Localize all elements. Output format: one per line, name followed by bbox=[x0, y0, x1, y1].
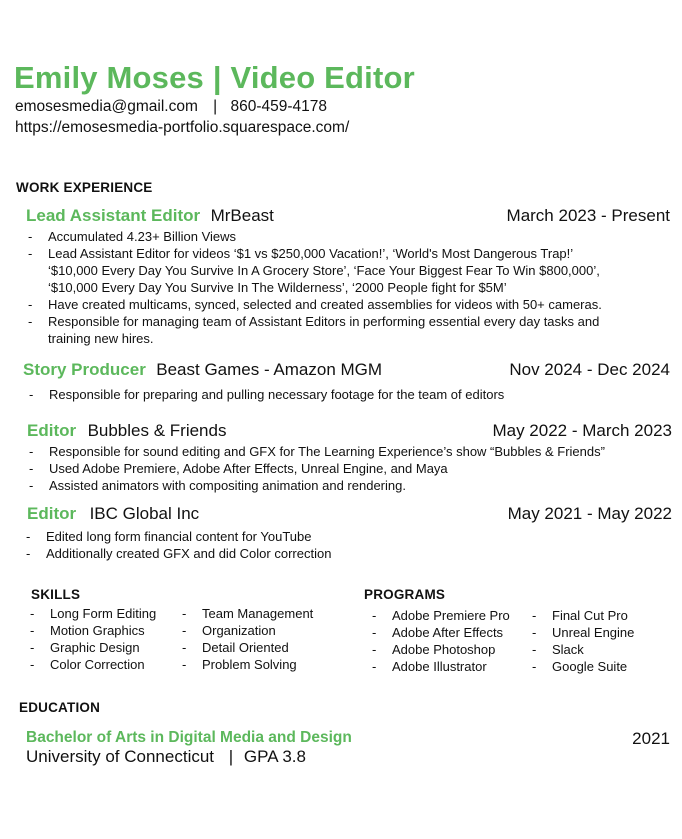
website-link[interactable]: https://emosesmedia-portfolio.squarespace.com/ bbox=[15, 119, 350, 136]
school-line bbox=[26, 747, 306, 767]
list-item: - Accumulated 4.23+ Billion Views bbox=[26, 228, 602, 245]
list-item: - Long Form Editing bbox=[28, 605, 156, 622]
job-title-line bbox=[27, 504, 199, 524]
list-item: - Adobe After Effects bbox=[370, 624, 510, 641]
phone-text: 860-459-4178 bbox=[230, 98, 328, 115]
job-role: Lead Assistant Editor bbox=[26, 206, 201, 225]
programs-list-col2 bbox=[530, 607, 634, 675]
gpa-text: GPA 3.8 bbox=[243, 747, 306, 766]
list-item: - Additionally created GFX and did Color correction bbox=[24, 545, 331, 562]
list-item: - Motion Graphics bbox=[28, 622, 156, 639]
skills-list-col1 bbox=[28, 605, 156, 673]
list-item: - Slack bbox=[530, 641, 634, 658]
email-text: emosesmedia@gmail.com bbox=[15, 98, 198, 115]
degree-title: Bachelor of Arts in Digital Media and Design bbox=[26, 729, 352, 746]
job-title-line bbox=[26, 206, 274, 226]
job-bullets bbox=[27, 443, 605, 494]
separator: | bbox=[228, 747, 234, 766]
list-item: - Adobe Illustrator bbox=[370, 658, 510, 675]
page-title: Emily Moses | Video Editor bbox=[14, 60, 415, 95]
programs-list-col1 bbox=[370, 607, 510, 675]
list-item: - Responsible for preparing and pulling necessary footage for the team of editors bbox=[27, 386, 504, 403]
job-dates: May 2022 - March 2023 bbox=[492, 421, 672, 440]
job-bullets bbox=[24, 528, 331, 562]
section-heading-work: WORK EXPERIENCE bbox=[16, 180, 153, 195]
graduation-year: 2021 bbox=[632, 729, 670, 748]
list-item: - Lead Assistant Editor for videos ‘$1 vs $250,000 Vacation!’, ‘World's Most Dangerous Trap!’ ‘$10,000 Every Day You Survive In A Grocery Store’, ‘Face Your Biggest Fear To Win $800,000’, ‘$10,000 Every Day You Survive In The Wilderness’, ‘2000 People fight for $5M’ bbox=[26, 245, 602, 296]
section-heading-programs: PROGRAMS bbox=[364, 587, 446, 602]
list-item: - Organization bbox=[180, 622, 313, 639]
job-company: Bubbles & Friends bbox=[87, 421, 227, 440]
skills-list-col2 bbox=[180, 605, 313, 673]
separator: | bbox=[213, 98, 218, 115]
job-role: Editor bbox=[27, 504, 77, 523]
list-item: - Google Suite bbox=[530, 658, 634, 675]
list-item: - Adobe Photoshop bbox=[370, 641, 510, 658]
list-item: - Responsible for managing team of Assistant Editors in performing essential every day tasks and training new hires. bbox=[26, 313, 602, 347]
list-item: - Problem Solving bbox=[180, 656, 313, 673]
job-company: MrBeast bbox=[210, 206, 274, 225]
list-item: - Team Management bbox=[180, 605, 313, 622]
list-item: - Used Adobe Premiere, Adobe After Effects, Unreal Engine, and Maya bbox=[27, 460, 605, 477]
job-company: Beast Games - Amazon MGM bbox=[156, 360, 383, 379]
job-dates: May 2021 - May 2022 bbox=[507, 504, 672, 523]
job-company: IBC Global Inc bbox=[89, 504, 200, 523]
job-title-line bbox=[23, 360, 382, 380]
list-item: - Unreal Engine bbox=[530, 624, 634, 641]
list-item: - Graphic Design bbox=[28, 639, 156, 656]
job-role: Story Producer bbox=[23, 360, 146, 379]
school-name: University of Connecticut bbox=[26, 747, 215, 766]
job-dates: Nov 2024 - Dec 2024 bbox=[509, 360, 670, 379]
contact-line bbox=[15, 98, 327, 116]
list-item: - Adobe Premiere Pro bbox=[370, 607, 510, 624]
list-item: - Final Cut Pro bbox=[530, 607, 634, 624]
list-item: - Assisted animators with compositing animation and rendering. bbox=[27, 477, 605, 494]
job-bullets bbox=[27, 386, 504, 403]
job-title-line bbox=[27, 421, 226, 441]
list-item: - Responsible for sound editing and GFX for The Learning Experience’s show “Bubbles & Friends” bbox=[27, 443, 605, 460]
section-heading-education: EDUCATION bbox=[19, 700, 101, 715]
section-heading-skills: SKILLS bbox=[31, 587, 81, 602]
list-item: - Have created multicams, synced, selected and created assemblies for videos with 50+ cameras. bbox=[26, 296, 602, 313]
job-dates: March 2023 - Present bbox=[506, 206, 670, 225]
list-item: - Detail Oriented bbox=[180, 639, 313, 656]
job-bullets bbox=[26, 228, 602, 347]
job-role: Editor bbox=[27, 421, 77, 440]
list-item: - Color Correction bbox=[28, 656, 156, 673]
list-item: - Edited long form financial content for YouTube bbox=[24, 528, 331, 545]
